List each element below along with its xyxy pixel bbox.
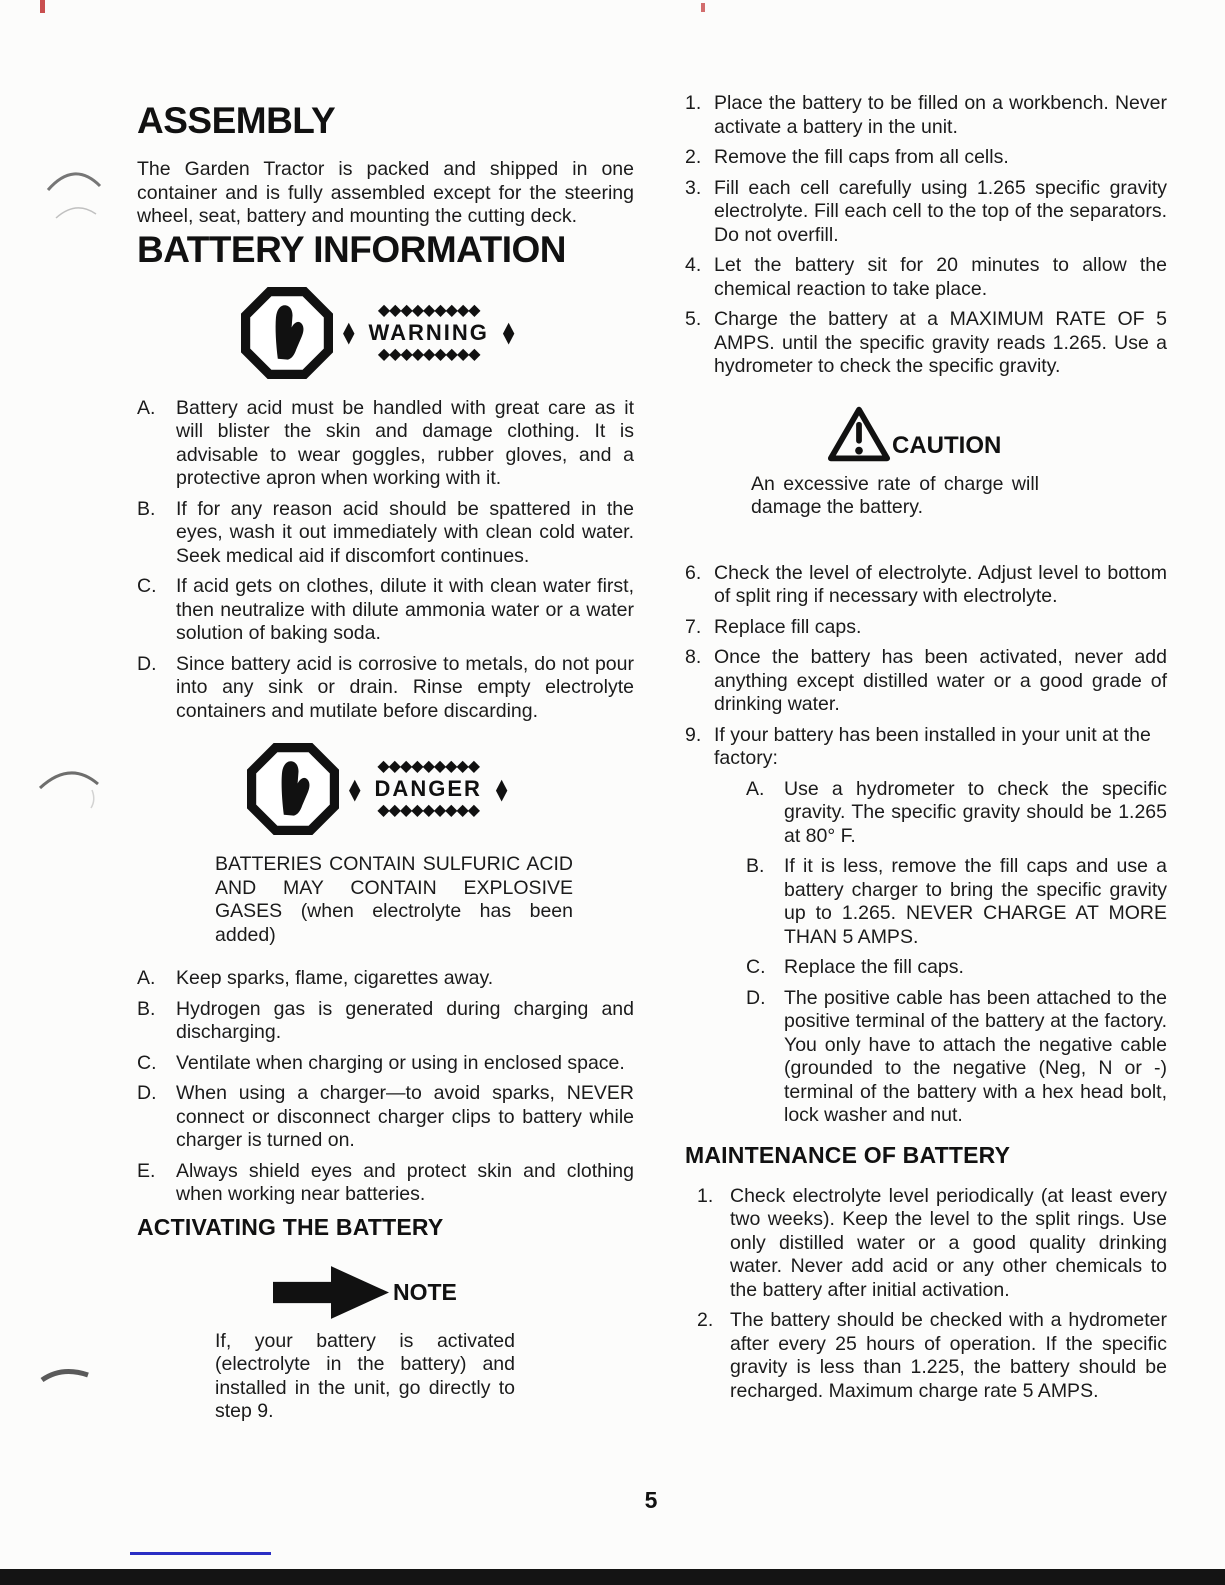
item-marker: 2. (685, 146, 702, 168)
left-column (137, 100, 634, 1424)
caution-label: CAUTION (892, 431, 1002, 459)
list-item (137, 498, 634, 569)
list-item (697, 1309, 1167, 1403)
list-item (697, 1185, 1167, 1303)
activation-steps-list (685, 92, 1167, 379)
activating-battery-heading: ACTIVATING THE BATTERY (137, 1213, 444, 1240)
scan-squiggle (34, 1356, 100, 1398)
list-item (137, 998, 634, 1045)
diamond-border-icon: ◆◆◆◆◆◆◆◆◆ (377, 802, 480, 819)
item-marker: 7. (685, 615, 702, 638)
assembly-paragraph: The Garden Tractor is packed and shipped in one container and is fully assembled except for the steering wheel, seat, battery and mounting the cutting deck. (137, 158, 634, 227)
item-marker: D. (137, 652, 157, 675)
danger-badge (247, 741, 634, 837)
diamond-border-icon: ◆◆◆◆◆◆◆◆◆ (377, 345, 480, 363)
item-text: Once the battery has been activated, never add anything except distilled water or a good grade of drinking water. (714, 646, 1167, 715)
battery-safety-list (137, 967, 634, 1207)
list-item (685, 562, 1167, 609)
item-text: When using a charger—to avoid sparks, NEVER connect or disconnect charger clips to battery while charger is turned on. (176, 1082, 634, 1151)
item-marker: A. (137, 396, 156, 419)
item-marker: B. (746, 855, 765, 877)
item-text: Check the level of electrolyte. Adjust level to bottom of split ring if necessary with electrolyte. (714, 561, 1167, 607)
list-item (685, 146, 1167, 170)
note-paragraph: If, your battery is activated (electrolyte in the battery) and installed in the unit, go directly to step 9. (215, 1329, 515, 1422)
assembly-heading: ASSEMBLY (137, 100, 336, 141)
item-marker: A. (137, 967, 156, 989)
scan-registration-mark (40, 0, 45, 13)
list-item (685, 646, 1167, 717)
item-marker: B. (137, 497, 156, 520)
stop-hand-icon (241, 285, 333, 381)
list-item (746, 956, 1167, 980)
danger-statement: BATTERIES CONTAIN SULFURIC ACID AND MAY CONTAIN EXPLOSIVE GASES (when electrolyte has been added) (215, 853, 573, 946)
item-marker: A. (746, 777, 765, 800)
item-marker: 5. (685, 308, 702, 330)
list-item (746, 855, 1167, 949)
note-arrow-icon (273, 1265, 389, 1321)
list-item (685, 724, 1167, 1135)
diamond-border-icon: ◆◆◆◆◆◆◆◆◆ (377, 758, 480, 775)
scan-squiggle (36, 148, 114, 228)
item-text: Charge the battery at a MAXIMUM RATE OF 5 AMPS. until the specific gravity reads 1.265. Use a hydrometer to check the specific gravity. (714, 308, 1167, 377)
acid-handling-list (137, 397, 634, 724)
battery-information-heading: BATTERY INFORMATION (137, 228, 566, 270)
caution-paragraph: An excessive rate of charge will damage the battery. (751, 472, 1039, 518)
activation-steps-list-continued (685, 562, 1167, 1135)
item-marker: 9. (685, 723, 702, 746)
item-marker: B. (137, 997, 156, 1020)
item-marker: 2. (697, 1309, 714, 1331)
item-text: Hydrogen gas is generated during charging and discharging. (176, 997, 634, 1043)
list-item (746, 778, 1167, 849)
danger-label: DANGER (374, 776, 482, 801)
list-item (685, 616, 1167, 640)
warning-badge (241, 285, 634, 381)
list-item (746, 987, 1167, 1128)
maintenance-heading: MAINTENANCE OF BATTERY (685, 1141, 1011, 1168)
item-text: Check electrolyte level periodically (at least every two weeks). Keep the level to the split rings. Use only distilled water or a good quality drinking water. Never add acid or any other chemicals to the battery after initial activation. (730, 1184, 1167, 1301)
list-item (137, 1052, 634, 1076)
diamond-border-icon: ◆ (495, 772, 508, 806)
item-text: The positive cable has been attached to the positive terminal of the battery at the factory. You only have to attach the negative cable (grounded to the negative (Neg, N or -) terminal of the battery with a hex head bolt, lock washer and nut. (784, 986, 1167, 1126)
item-marker: D. (137, 1082, 157, 1104)
list-item (137, 1082, 634, 1153)
list-item (685, 92, 1167, 139)
footer-blue-line (130, 1552, 271, 1555)
list-item (137, 967, 634, 991)
list-item (685, 177, 1167, 248)
item-text: If acid gets on clothes, dilute it with clean water first, then neutralize with dilute ammonia water or a water solution of baking soda. (176, 575, 634, 644)
note-label: NOTE (393, 1279, 457, 1305)
scan-registration-mark (701, 3, 705, 12)
maintenance-list (685, 1185, 1167, 1404)
list-item (137, 397, 634, 491)
warning-label: WARNING (368, 319, 489, 345)
diamond-border-icon: ◆ (502, 316, 515, 349)
item-marker: D. (746, 986, 766, 1009)
warning-label-badge (343, 301, 515, 363)
diamond-border-icon: ◆ (343, 316, 355, 349)
item-text: Since battery acid is corrosive to metals, do not pour into any sink or drain. Rinse empty electrolyte containers and mutilate before discarding. (176, 652, 634, 722)
list-item (685, 254, 1167, 301)
scan-squiggle (30, 750, 112, 810)
item-text: Battery acid must be handled with great care as it will blister the skin and damage clothing. It is advisable to wear goggles, rubber gloves, and a protective apron when working with it. (176, 396, 634, 489)
list-item (137, 653, 634, 724)
item-text-lead: If your battery has been installed in your unit at the factory: (714, 723, 1151, 769)
item-text: Fill each cell carefully using 1.265 specific gravity electrolyte. Fill each cell to the top of the separators. Do not overfill. (714, 176, 1167, 246)
list-item (137, 1160, 634, 1207)
right-column (685, 92, 1167, 1410)
factory-sublist (746, 778, 1167, 1128)
footer-black-bar (0, 1569, 1225, 1585)
caution-callout (827, 405, 1167, 463)
item-text: Always shield eyes and protect skin and clothing when working near batteries. (176, 1159, 634, 1205)
item-text: Use a hydrometer to check the specific gravity. The specific gravity should be 1.265 at 80° F. (784, 777, 1167, 847)
item-text: Remove the fill caps from all cells. (714, 146, 1009, 168)
item-text: Place the battery to be filled on a workbench. Never activate a battery in the unit. (714, 92, 1167, 138)
item-marker: C. (746, 956, 766, 978)
diamond-border-icon: ◆◆◆◆◆◆◆◆◆ (377, 301, 480, 319)
list-item (685, 308, 1167, 379)
item-marker: C. (137, 575, 157, 597)
item-text (714, 724, 1167, 1135)
page-number: 5 (644, 1487, 658, 1513)
item-text: Let the battery sit for 20 minutes to allow the chemical reaction to take place. (714, 254, 1167, 300)
item-text: The battery should be checked with a hydrometer after every 25 hours of operation. If the specific gravity is less than 1.225, the battery should be recharged. Maximum charge rate 5 AMPS. (730, 1309, 1167, 1402)
item-text: Replace fill caps. (714, 615, 862, 638)
note-callout (273, 1265, 634, 1321)
item-marker: C. (137, 1051, 157, 1074)
item-marker: E. (137, 1159, 156, 1182)
list-item (137, 575, 634, 646)
item-text: Ventilate when charging or using in enclosed space. (176, 1051, 625, 1074)
item-marker: 4. (685, 254, 702, 276)
item-marker: 1. (697, 1184, 714, 1207)
caution-triangle-icon (827, 405, 891, 463)
item-text: If it is less, remove the fill caps and use a battery charger to bring the specific gravity up to 1.265. NEVER CHARGE AT MORE THAN 5 AMPS. (784, 855, 1167, 948)
diamond-border-icon: ◆ (349, 772, 361, 806)
item-marker: 8. (685, 646, 702, 668)
item-text: Keep sparks, flame, cigarettes away. (176, 967, 494, 989)
item-text: Replace the fill caps. (784, 956, 964, 978)
danger-label-badge (349, 760, 507, 818)
item-marker: 1. (685, 92, 702, 114)
item-text: If for any reason acid should be spattered in the eyes, wash it out immediately with clean cold water. Seek medical aid if discomfort continues. (176, 497, 634, 567)
stop-hand-icon (247, 741, 339, 837)
item-marker: 3. (685, 176, 702, 199)
item-marker: 6. (685, 561, 702, 584)
